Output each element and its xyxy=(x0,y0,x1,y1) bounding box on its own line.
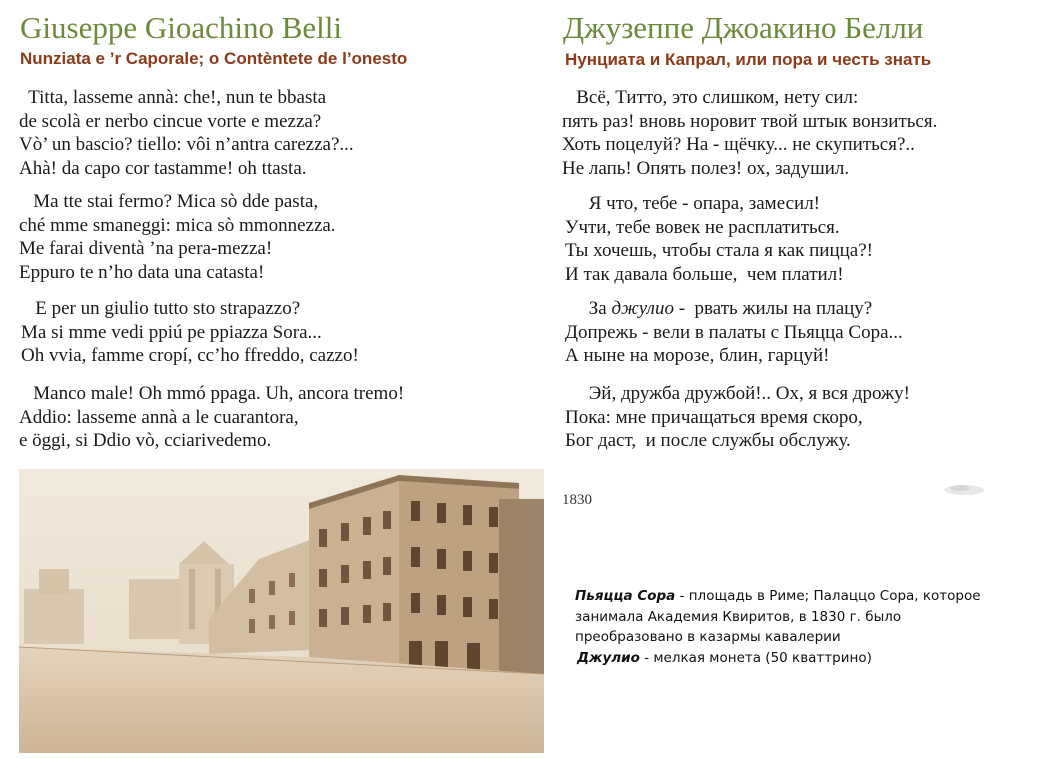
poem-line: Ma si mme vedi ppiú pe ppiazza Sora... xyxy=(21,321,322,343)
footnote-giulio xyxy=(575,648,995,669)
poem-line: ché mme smaneggi: mica sò mmonnezza. xyxy=(19,214,336,236)
line-suffix: - рвать жилы на плацу? xyxy=(673,298,873,319)
russian-stanza-4 xyxy=(565,382,910,453)
russian-stanza-1 xyxy=(562,86,937,180)
italian-stanza-2 xyxy=(19,190,336,284)
italian-poem-title: Nunziata e ’r Caporale; o Contèntete de l’onesto xyxy=(20,49,408,68)
poem-line: Addio: lasseme annà a le cuarantora, xyxy=(19,406,299,428)
piazza-sora-photo xyxy=(19,469,544,753)
footnote-text: - площадь в Риме; Палаццо Сора, которое занимала Академия Квиритов, в 1830 г. было преобразовано в казармы кавалерии xyxy=(575,588,981,645)
russian-poem-title: Нунциата и Капрал, или пора и честь знать xyxy=(565,50,932,69)
russian-stanza-2 xyxy=(565,192,873,286)
poem-line: Eppuro te n’ho data una catasta! xyxy=(19,261,265,283)
smudge-mark xyxy=(940,478,988,500)
footnote-term: Джулио xyxy=(577,649,640,666)
poem-line: e öggi, si Ddio vò, cciarivedemo. xyxy=(19,430,272,451)
footnote-text: - мелкая монета (50 кваттрино) xyxy=(639,649,872,666)
poem-line: Ma tte stai fermo? Mica sò dde pasta, xyxy=(19,191,319,212)
poem-line: E per un giulio tutto sto strapazzo? xyxy=(21,298,301,319)
poem-line: Ты хочешь, чтобы стала я как пицца?! xyxy=(565,240,873,261)
poem-line: Хоть поцелуй? На - щёчку... не скупиться?.. xyxy=(562,134,915,155)
poem-line: Me farai diventà ’na pera-mezza! xyxy=(19,238,273,259)
poem-line: Ahà! da capo cor tastamme! oh ttasta. xyxy=(19,157,307,179)
poem-line: Я что, тебе - опара, замесил! xyxy=(565,193,821,214)
italian-author: Giuseppe Gioachino Belli xyxy=(20,10,342,45)
poem-line-with-italic xyxy=(565,297,903,321)
poem-line: Допрежь - вели в палаты с Пьяцца Сора... xyxy=(565,321,903,343)
italic-word-giulio: джулио xyxy=(611,298,674,319)
russian-author: Джузеппе Джоакино Белли xyxy=(563,10,924,45)
footnotes xyxy=(575,586,995,668)
poem-line: пять раз! вновь норовит твой штык вонзиться. xyxy=(562,110,938,132)
poem-line: Не лапь! Опять полез! ох, задушил. xyxy=(562,157,850,179)
footnote-term: Пьяцца Сора xyxy=(575,588,676,604)
poem-line: Manco male! Oh mmó ppaga. Uh, ancora tremo! xyxy=(19,383,405,404)
poem-line: Пока: мне причащаться время скоро, xyxy=(565,406,863,428)
poem-line: Эй, дружба дружбой!.. Ох, я вся дрожу! xyxy=(565,383,910,404)
poem-line: И так давала больше, чем платил! xyxy=(565,263,844,285)
poem-line: Учти, тебе вовек не расплатиться. xyxy=(565,216,840,238)
russian-stanza-3 xyxy=(565,297,903,368)
poem-line: Бог даст, и после службы обслужу. xyxy=(565,430,851,451)
poem-year: 1830 xyxy=(562,492,592,508)
poem-line: Vò’ un bascio? tiello: vôi n’antra carezza?... xyxy=(19,134,354,155)
line-prefix: За xyxy=(565,298,612,319)
poem-line: de scolà er nerbo cincue vorte e mezza? xyxy=(19,110,322,132)
italian-stanza-3 xyxy=(21,297,359,368)
poem-line: А ныне на морозе, блин, гарцуй! xyxy=(565,345,830,366)
poem-line: Всё, Титто, это слишком, нету сил: xyxy=(562,87,859,108)
footnote-piazza-sora xyxy=(575,586,995,648)
poem-line: Titta, lasseme annà: che!, nun te bbasta xyxy=(19,87,327,108)
italian-stanza-1 xyxy=(19,86,354,180)
italian-stanza-4 xyxy=(19,382,404,453)
poem-line: Oh vvia, famme cropí, cc’ho ffreddo, cazzo! xyxy=(21,345,359,366)
